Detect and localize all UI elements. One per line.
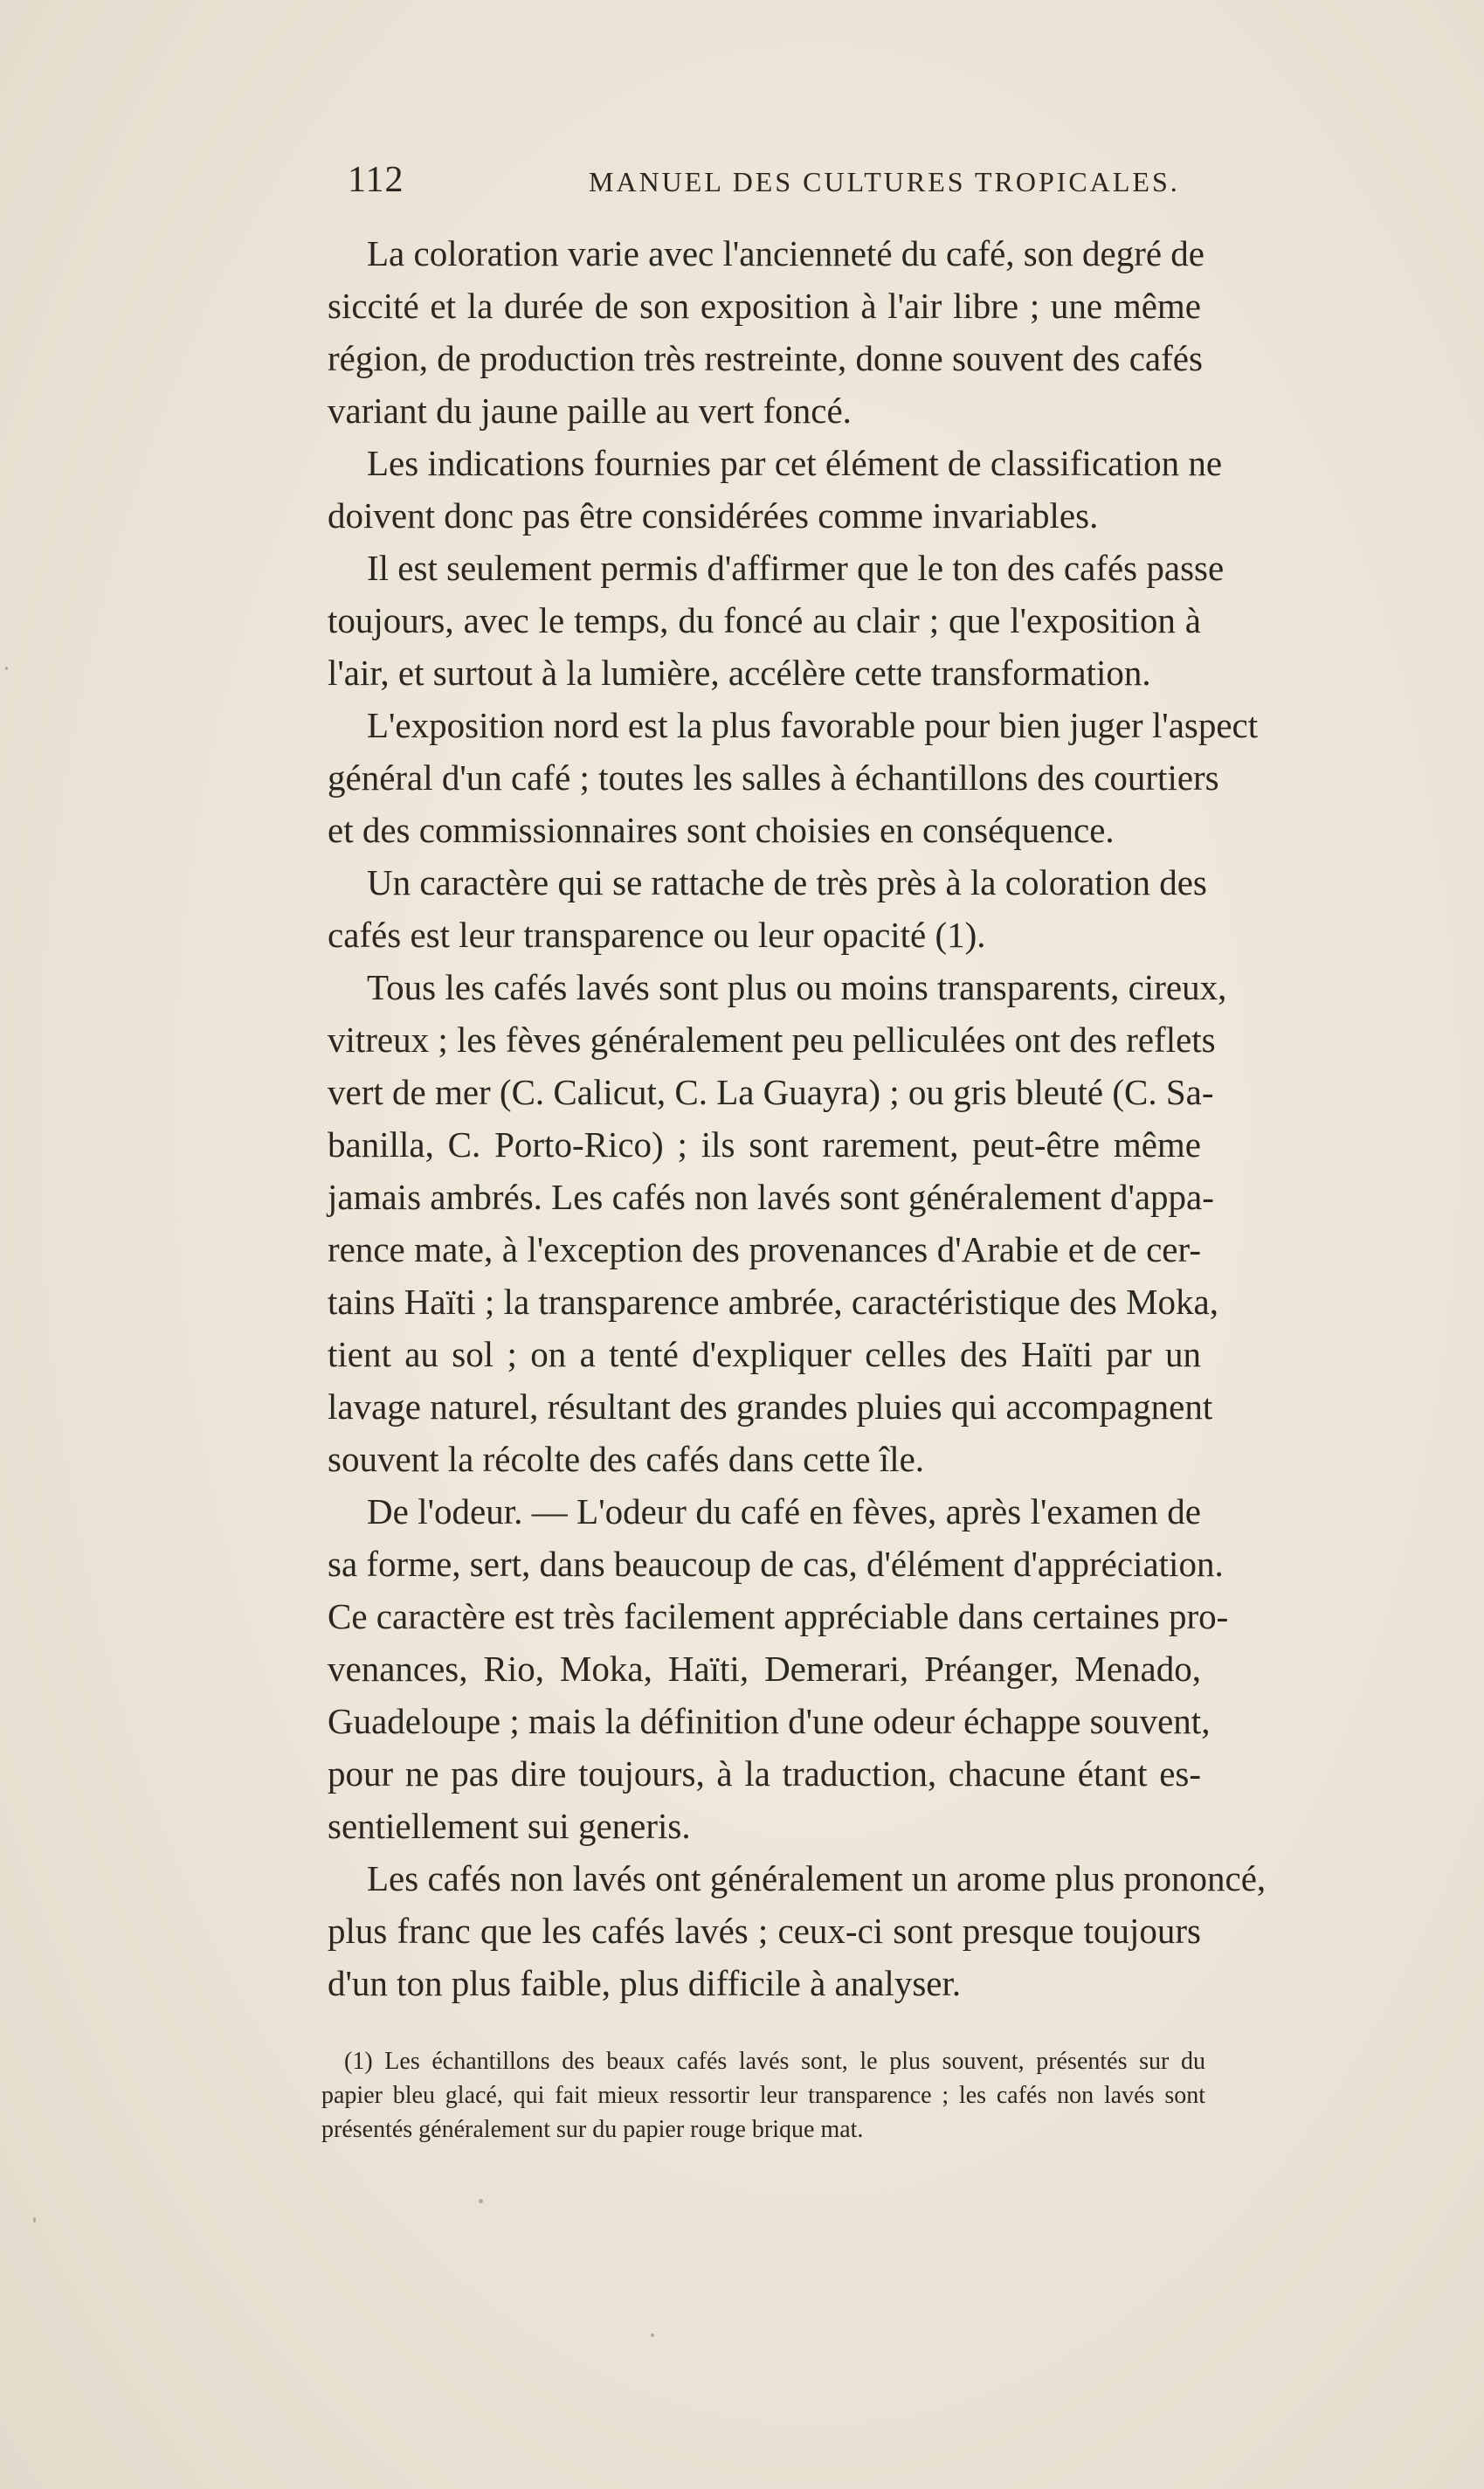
text-line: et des commissionnaires sont choisies en conséquence. [328,810,1115,850]
text-line: Les indications fournies par cet élément de classification ne [367,443,1223,483]
text-line: toujours, avec le temps, du foncé au clair ; que l'exposition à [328,600,1201,640]
text-line: L'exposition nord est la plus favorable pour bien juger l'aspect [367,705,1259,745]
text-line: Les cafés non lavés ont généralement un arome plus prononcé, [367,1858,1267,1898]
footnote [321,2044,1205,2147]
text-line: variant du jaune paille au vert foncé. [328,391,852,431]
paper-speck [33,2217,36,2223]
body-text [328,227,1267,2009]
text-line: Ce caractère est très facilement appréciable dans certaines pro- [328,1596,1229,1636]
text-line: venances, Rio, Moka, Haïti, Demerari, Préanger, Menado, [328,1649,1201,1689]
text-line: doivent donc pas être considérées comme invariables. [328,495,1099,536]
text-line: région, de production très restreinte, donne souvent des cafés [328,338,1203,378]
text-line: De l'odeur. — L'odeur du café en fèves, après l'examen de [367,1491,1201,1531]
footnote-line: présentés généralement sur du papier rouge brique mat. [321,2116,864,2143]
text-line: Guadeloupe ; mais la définition d'une odeur échappe souvent, [328,1701,1211,1741]
paper-speck [651,2333,654,2337]
text-line: plus franc que les cafés lavés ; ceux-ci sont presque toujours [328,1911,1201,1951]
footnote-line: (1) Les échantillons des beaux cafés lavés sont, le plus souvent, présentés sur du [344,2048,1205,2075]
text-line: rence mate, à l'exception des provenances d'Arabie et de cer- [328,1229,1201,1269]
text-line: tient au sol ; on a tenté d'expliquer celles des Haïti par un [328,1334,1201,1374]
text-line: vitreux ; les fèves généralement peu pelliculées ont des reflets [328,1020,1216,1060]
text-line: lavage naturel, résultant des grandes pluies qui accompagnent [328,1386,1213,1427]
text-line: siccité et la durée de son exposition à l'air libre ; une même [328,286,1201,326]
text-line: pour ne pas dire toujours, à la traduction, chacune étant es- [328,1753,1201,1794]
text-line: Un caractère qui se rattache de très près à la coloration des [367,862,1207,902]
text-line: souvent la récolte des cafés dans cette île. [328,1439,925,1479]
text-line: Il est seulement permis d'affirmer que le ton des cafés passe [367,548,1225,588]
paper-speck [5,667,8,670]
text-line: sentiellement sui generis. [328,1806,691,1846]
text-line: Tous les cafés lavés sont plus ou moins transparents, cireux, [367,967,1227,1007]
text-line: banilla, C. Porto-Rico) ; ils sont rarement, peut-être même [328,1124,1201,1165]
page-header [348,156,1208,204]
text-line: sa forme, sert, dans beaucoup de cas, d'élément d'appréciation. [328,1544,1224,1584]
text-line: d'un ton plus faible, plus difficile à analyser. [328,1963,962,2003]
paper-speck [479,2199,483,2203]
text-line: cafés est leur transparence ou leur opacité (1). [328,915,986,955]
page-number: 112 [348,160,404,200]
text-line: général d'un café ; toutes les salles à échantillons des courtiers [328,757,1219,798]
text-line: vert de mer (C. Calicut, C. La Guayra) ; ou gris bleuté (C. Sa- [328,1072,1214,1112]
text-line: jamais ambrés. Les cafés non lavés sont généralement d'appa- [328,1177,1214,1217]
text-line: La coloration varie avec l'ancienneté du café, son degré de [367,233,1204,273]
text-line: tains Haïti ; la transparence ambrée, caractéristique des Moka, [328,1282,1218,1322]
text-line: l'air, et surtout à la lumière, accélère cette transformation. [328,653,1151,693]
footnote-line: papier bleu glacé, qui fait mieux ressortir leur transparence ; les cafés non lavés sont [321,2082,1205,2109]
running-title: MANUEL DES CULTURES TROPICALES. [589,166,1180,197]
